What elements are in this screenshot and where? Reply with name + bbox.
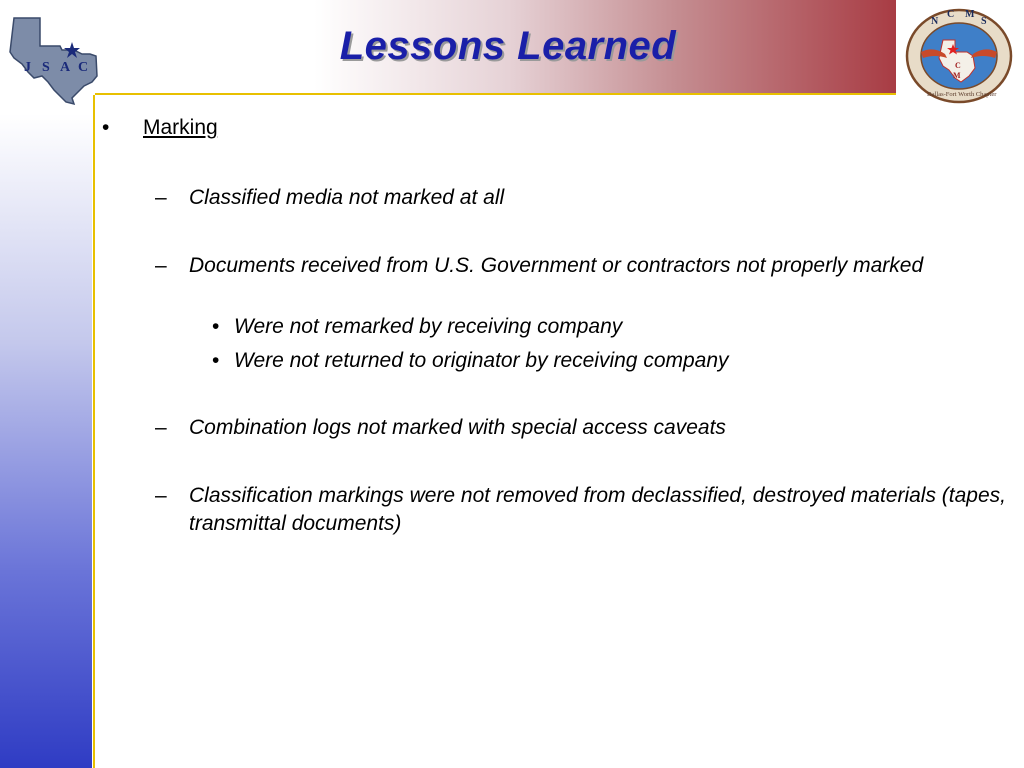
ncms-letter: S [981, 16, 987, 27]
jsac-texas-logo [4, 6, 104, 106]
dash-symbol: – [155, 484, 167, 507]
bullet-symbol: • [212, 349, 220, 372]
jsac-letter: C [78, 60, 89, 75]
sub-list-item-text: Were not returned to originator by receiving company [234, 349, 729, 372]
svg-text:C: C [955, 61, 961, 70]
dash-symbol: – [155, 186, 167, 209]
bullet-symbol: • [102, 116, 110, 139]
horizontal-accent-line [95, 93, 896, 95]
jsac-letter: S [42, 60, 50, 75]
dash-symbol: – [155, 254, 167, 277]
ncms-letter: C [947, 9, 955, 20]
list-item-text: Classification markings were not removed from declassified, destroyed materials (tapes, transmittal documents) [189, 484, 1007, 535]
ncms-letter: N [931, 16, 939, 27]
list-item-text: Combination logs not marked with special access caveats [189, 416, 726, 439]
jsac-letter: A [60, 60, 71, 75]
ncms-chapter-text: Dallas-Fort Worth Chapter [927, 91, 997, 98]
bullet-symbol: • [212, 315, 220, 338]
svg-text:M: M [953, 71, 961, 80]
heading-marking: Marking [143, 116, 218, 139]
ncms-letter: M [965, 9, 975, 20]
list-item-text: Documents received from U.S. Government or contractors not properly marked [189, 254, 924, 277]
ncms-seal-logo [903, 6, 1015, 106]
slide-title: Lessons Learned [339, 24, 677, 68]
list-item-text: Classified media not marked at all [189, 186, 505, 209]
left-gradient-band [0, 114, 92, 768]
dash-symbol: – [155, 416, 167, 439]
vertical-accent-line [93, 95, 95, 768]
sub-list-item-text: Were not remarked by receiving company [234, 315, 623, 338]
jsac-letter: J [24, 60, 31, 75]
